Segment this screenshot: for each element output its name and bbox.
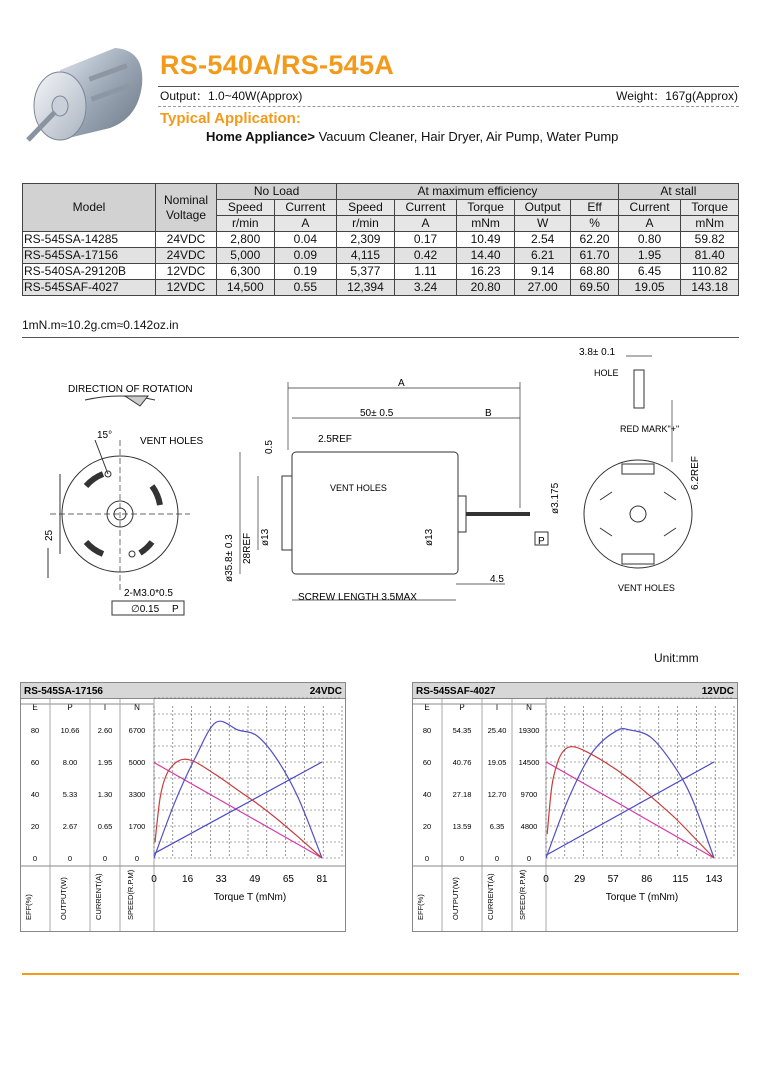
column-header: Torque <box>681 200 739 216</box>
column-header: Eff <box>571 200 618 216</box>
scale-value: 40.76 <box>452 758 472 767</box>
x-tick-label: 16 <box>182 874 194 885</box>
unit-cell: A <box>394 216 457 232</box>
column-header: Current <box>618 200 681 216</box>
x-tick-label: 143 <box>705 874 723 885</box>
scale-value: 2.60 <box>97 726 113 735</box>
value-cell: 2.54 <box>514 232 571 248</box>
scale-value: 60 <box>30 758 40 767</box>
unit-cell: mNm <box>681 216 739 232</box>
scale-header: N <box>526 703 532 712</box>
value-cell: 5,377 <box>337 264 395 280</box>
scale-value: 19.05 <box>487 758 507 767</box>
weight-spec: Weight：167g(Approx) <box>616 89 738 103</box>
axis-side-label: CURRENT(A) <box>94 873 103 920</box>
value-cell: 3.24 <box>394 280 457 296</box>
unit-conversion: 1mN.m≈10.2g.cm≈0.142oz.in <box>22 318 179 332</box>
dim-358: ø35.8± 0.3 <box>224 534 235 582</box>
dim-shaft: ø3.175 <box>550 482 561 514</box>
value-cell: 16.23 <box>457 264 515 280</box>
maxeff-header: At maximum efficiency <box>337 184 619 200</box>
column-header: Torque <box>457 200 515 216</box>
dim-38: 3.8± 0.1 <box>579 347 616 358</box>
value-cell: 81.40 <box>681 248 739 264</box>
unit-label: Unit:mm <box>654 651 699 665</box>
vent-holes-label: VENT HOLES <box>140 436 204 447</box>
scale-value: 9700 <box>520 790 538 799</box>
column-header: Output <box>514 200 571 216</box>
scale-value: 20 <box>30 822 40 831</box>
direction-label: DIRECTION OF ROTATION <box>68 384 193 395</box>
axis-side-label: CURRENT(A) <box>486 873 495 920</box>
dimension-drawing <box>0 340 760 640</box>
scale-value: 0.65 <box>97 822 113 831</box>
dim-62ref: 6.2REF <box>690 456 701 490</box>
performance-chart-1 <box>20 682 346 932</box>
value-cell: 12,394 <box>337 280 395 296</box>
unit-cell: r/min <box>217 216 275 232</box>
value-cell: 4,115 <box>337 248 395 264</box>
axis-side-label: EFF(%) <box>416 894 425 920</box>
scale-value: 25.40 <box>487 726 507 735</box>
scale-value: 0 <box>424 854 430 863</box>
x-tick-label: 49 <box>249 874 261 885</box>
scale-value: 6700 <box>128 726 146 735</box>
value-cell: 61.70 <box>571 248 618 264</box>
x-tick-label: 115 <box>672 874 689 885</box>
product-title: RS-540A/RS-545A <box>160 50 395 80</box>
side-view <box>240 382 548 600</box>
dim-28ref: 28REF <box>242 532 253 564</box>
model-cell: RS-545SA-14285 <box>23 232 156 248</box>
unit-cell: % <box>571 216 618 232</box>
series-line-p <box>546 729 714 858</box>
value-cell: 0.19 <box>274 264 337 280</box>
x-tick-label: 0 <box>151 874 157 885</box>
value-cell: 2,800 <box>217 232 275 248</box>
unit-cell: mNm <box>457 216 515 232</box>
application-line <box>206 129 618 144</box>
value-cell: 5,000 <box>217 248 275 264</box>
datum-label: P <box>172 604 179 615</box>
table-row <box>23 248 739 264</box>
axis-side-label: SPEED(R.P.M) <box>126 869 135 920</box>
value-cell: 27.00 <box>514 280 571 296</box>
dashed-divider <box>158 106 739 107</box>
value-cell: 6,300 <box>217 264 275 280</box>
scale-value: 10.66 <box>60 726 80 735</box>
scale-value: 0 <box>32 854 38 863</box>
model-cell: RS-545SA-17156 <box>23 248 156 264</box>
vent-holes-rear: VENT HOLES <box>618 583 675 593</box>
value-cell: 0.04 <box>274 232 337 248</box>
nominal-label: Nominal <box>163 192 208 207</box>
scale-value: 0 <box>526 854 532 863</box>
chart-svg <box>412 682 738 932</box>
value-cell: 110.82 <box>681 264 739 280</box>
tolerance-label: ∅0.15 <box>131 604 160 615</box>
spec-table <box>22 183 739 296</box>
axis-side-label: OUTPUT(W) <box>59 877 68 920</box>
x-tick-label: 29 <box>574 874 586 885</box>
value-cell: 19.05 <box>618 280 681 296</box>
x-axis-label: Torque T (mNm) <box>605 892 679 903</box>
stall-header: At stall <box>618 184 738 200</box>
x-tick-label: 86 <box>641 874 653 885</box>
column-header: Speed <box>337 200 395 216</box>
scale-value: 40 <box>422 790 432 799</box>
unit-cell: A <box>618 216 681 232</box>
dim-25: 25 <box>44 529 55 541</box>
performance-chart-2 <box>412 682 738 932</box>
scale-value: 6.35 <box>489 822 505 831</box>
voltage-header <box>156 184 217 232</box>
scale-header: I <box>103 703 107 712</box>
scale-value: 5000 <box>128 758 146 767</box>
value-cell: 69.50 <box>571 280 618 296</box>
scale-value: 20 <box>422 822 432 831</box>
unit-cell: r/min <box>337 216 395 232</box>
scale-value: 3300 <box>128 790 146 799</box>
dim-13a: ø13 <box>260 528 271 546</box>
scale-header: I <box>495 703 499 712</box>
model-header: Model <box>23 184 156 232</box>
x-axis-label: Torque T (mNm) <box>213 892 287 903</box>
unit-cell: W <box>514 216 571 232</box>
scale-value: 60 <box>422 758 432 767</box>
x-tick-label: 81 <box>316 874 328 885</box>
scale-value: 0 <box>134 854 140 863</box>
screw-length: SCREW LENGTH 3.5MAX <box>298 592 417 603</box>
value-cell: 143.18 <box>681 280 739 296</box>
value-cell: 20.80 <box>457 280 515 296</box>
scale-value: 5.33 <box>62 790 78 799</box>
scale-value: 40 <box>30 790 40 799</box>
noload-header: No Load <box>217 184 337 200</box>
scale-header: N <box>134 703 140 712</box>
vent-holes-side: VENT HOLES <box>330 483 387 493</box>
scale-value: 8.00 <box>62 758 78 767</box>
hole-label: HOLE <box>594 368 619 378</box>
angle-label: 15° <box>97 430 113 441</box>
dim-b: B <box>485 408 492 419</box>
value-cell: 0.42 <box>394 248 457 264</box>
scale-value: 2.67 <box>62 822 78 831</box>
chart-voltage: 24VDC <box>309 686 342 697</box>
scale-value: 0 <box>494 854 500 863</box>
value-cell: 62.20 <box>571 232 618 248</box>
scale-value: 1.95 <box>97 758 113 767</box>
red-mark-label: RED MARK"+" <box>620 424 680 434</box>
value-cell: 0.55 <box>274 280 337 296</box>
scale-header: P <box>459 703 465 712</box>
application-text: Vacuum Cleaner, Hair Dryer, Air Pump, Water Pump <box>314 129 619 144</box>
screw-holes-label: 2-M3.0*0.5 <box>124 588 173 599</box>
scale-value: 0 <box>102 854 108 863</box>
table-row <box>23 280 739 296</box>
front-view <box>48 396 190 590</box>
scale-header: E <box>32 703 38 712</box>
scale-value: 19300 <box>518 726 540 735</box>
dim-a: A <box>398 378 405 389</box>
column-header: Current <box>274 200 337 216</box>
chart-title: RS-545SA-17156 <box>24 686 103 697</box>
axis-side-label: OUTPUT(W) <box>451 877 460 920</box>
value-cell: 1.95 <box>618 248 681 264</box>
value-cell: 9.14 <box>514 264 571 280</box>
model-cell: RS-540SA-29120B <box>23 264 156 280</box>
x-tick-label: 57 <box>607 874 619 885</box>
axis-side-label: EFF(%) <box>24 894 33 920</box>
dim-13b: ø13 <box>424 528 435 546</box>
chart-voltage: 12VDC <box>701 686 734 697</box>
scale-value: 0 <box>459 854 465 863</box>
value-cell: 1.11 <box>394 264 457 280</box>
x-tick-label: 65 <box>282 874 294 885</box>
scale-value: 1700 <box>128 822 146 831</box>
table-row <box>23 264 739 280</box>
scale-value: 12.70 <box>487 790 507 799</box>
scale-value: 80 <box>30 726 40 735</box>
application-title: Typical Application: <box>160 110 301 127</box>
value-cell: 59.82 <box>681 232 739 248</box>
value-cell: 24VDC <box>156 232 217 248</box>
value-cell: 6.45 <box>618 264 681 280</box>
series-line-i <box>154 762 322 854</box>
value-cell: 24VDC <box>156 248 217 264</box>
footer-line <box>22 973 739 975</box>
value-cell: 10.49 <box>457 232 515 248</box>
application-label: Home Appliance> <box>206 129 315 144</box>
value-cell: 0.80 <box>618 232 681 248</box>
axis-side-label: SPEED(R.P.M) <box>518 869 527 920</box>
column-header: Speed <box>217 200 275 216</box>
datum-side: P <box>538 536 545 547</box>
value-cell: 14.40 <box>457 248 515 264</box>
dim-05: 0.5 <box>264 440 275 454</box>
unit-cell: A <box>274 216 337 232</box>
rear-view <box>584 356 692 568</box>
column-header: Current <box>394 200 457 216</box>
scale-value: 0 <box>67 854 73 863</box>
value-cell: 0.17 <box>394 232 457 248</box>
scale-value: 14500 <box>518 758 540 767</box>
scale-header: P <box>67 703 73 712</box>
dim-45: 4.5 <box>490 574 504 585</box>
table-row <box>23 232 739 248</box>
scale-header: E <box>424 703 430 712</box>
voltage-label: Voltage <box>165 207 207 222</box>
dim-25ref: 2.5REF <box>318 434 352 445</box>
chart-svg <box>20 682 346 932</box>
dim-50: 50± 0.5 <box>360 408 394 419</box>
scale-value: 54.35 <box>452 726 472 735</box>
output-spec: Output：1.0~40W(Approx) <box>160 89 303 103</box>
model-cell: RS-545SAF-4027 <box>23 280 156 296</box>
value-cell: 12VDC <box>156 280 217 296</box>
scale-value: 27.18 <box>452 790 472 799</box>
value-cell: 6.21 <box>514 248 571 264</box>
chart-title: RS-545SAF-4027 <box>416 686 496 697</box>
motor-image <box>20 40 150 150</box>
value-cell: 2,309 <box>337 232 395 248</box>
divider <box>22 337 739 338</box>
scale-value: 4800 <box>520 822 538 831</box>
scale-value: 1.30 <box>97 790 113 799</box>
x-tick-label: 0 <box>543 874 549 885</box>
value-cell: 14,500 <box>217 280 275 296</box>
value-cell: 0.09 <box>274 248 337 264</box>
scale-value: 13.59 <box>452 822 472 831</box>
value-cell: 68.80 <box>571 264 618 280</box>
scale-value: 80 <box>422 726 432 735</box>
x-tick-label: 33 <box>215 874 227 885</box>
value-cell: 12VDC <box>156 264 217 280</box>
